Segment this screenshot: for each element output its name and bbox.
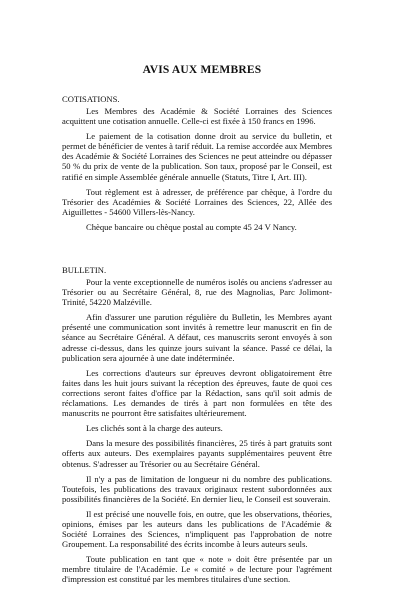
- paragraph: Le paiement de la cotisation donne droit au service du bulletin, et permet de bénéficier de ventes à tarif réduit. La remise accordée aux Membres des Académie & Société Lorraines des Sciences ne peut atteindre ou dépasser 50 % du prix de vente de la publication. Son taux, proposé par le Conseil, est ratifié en simple Assemblée générale annuelle (Statuts, Titre I, Art. III).: [62, 131, 332, 182]
- paragraph: Chèque bancaire ou chèque postal au compte 45 24 V Nancy.: [86, 221, 297, 232]
- paragraph: Les Membres des Académie & Société Lorraines des Sciences acquittent une cotisation annuelle. Celle-ci est fixée à 150 francs en 1996.: [62, 106, 332, 127]
- page-title: AVIS AUX MEMBRES: [142, 64, 262, 76]
- section-heading-bulletin: BULLETIN.: [62, 265, 107, 275]
- paragraph: Dans la mesure des possibilités financières, 25 tirés à part gratuits sont offerts aux auteurs. Des exemplaires payants supplémentaires peuvent être obtenus. S'adresser au Trésorier ou au Secrétaire Général.: [62, 438, 332, 469]
- paragraph: Pour la vente exceptionnelle de numéros isolés ou anciens s'adresser au Trésorier ou au Secrétaire Général, 8, rue des Magnolias, Parc Jolimont-Trinité, 54220 Malzéville.: [62, 277, 332, 308]
- section-cotisations: [62, 94, 332, 237]
- paragraph: Les clichés sont à la charge des auteurs.: [86, 423, 223, 434]
- paragraph: Afin d'assurer une parution régulière du Bulletin, les Membres ayant présenté une communication sont invités à remettre leur manuscrit en fin de séance au Secrétaire Général. A défaut, ces manuscrits seront envoyés à son adresse ci-dessus, dans les quinze jours suivant la séance. Passé ce délai, la publication sera ajournée à une date indéterminée.: [62, 312, 332, 363]
- paragraph: Il est précisé une nouvelle fois, en outre, que les observations, théories, opinions, émises par les auteurs dans les publications de l'Académie & Société Lorraines des Sciences, n'impliquent pas l'approbation de notre Groupement. La responsabilité des écrits incombe à leurs auteurs seuls.: [62, 508, 332, 550]
- section-bulletin: [62, 265, 332, 590]
- paragraph: Toute publication en tant que « note » doit être présentée par un membre titulaire de l'Académie. Le « comité » de lecture pour l'agrément d'impression est constitué par les membres titulaires d'une section.: [62, 554, 332, 585]
- section-heading-cotisations: COTISATIONS.: [62, 94, 120, 104]
- paragraph: Il n'y a pas de limitation de longueur ni du nombre des publications. Toutefois, les publications des travaux originaux restent subordonnées aux possibilités financières de la Société. En dernier lieu, le Conseil est souverain.: [62, 473, 332, 504]
- paragraph: Les corrections d'auteurs sur épreuves devront obligatoirement être faites dans les huit jours suivant la réception des épreuves, faute de quoi ces corrections seront faites d'office par la Rédaction, sans qu'il soit admis de réclamations. Les demandes de tirés à part non formulées en tête des manuscrits ne pourront être satisfaites ultérieurement.: [62, 367, 332, 419]
- paragraph: Tout règlement est à adresser, de préférence par chèque, à l'ordre du Trésorier des Académies & Société Lorraines des Sciences, 22, Allée des Aiguillettes - 54600 Villers-lès-Nancy.: [62, 186, 332, 217]
